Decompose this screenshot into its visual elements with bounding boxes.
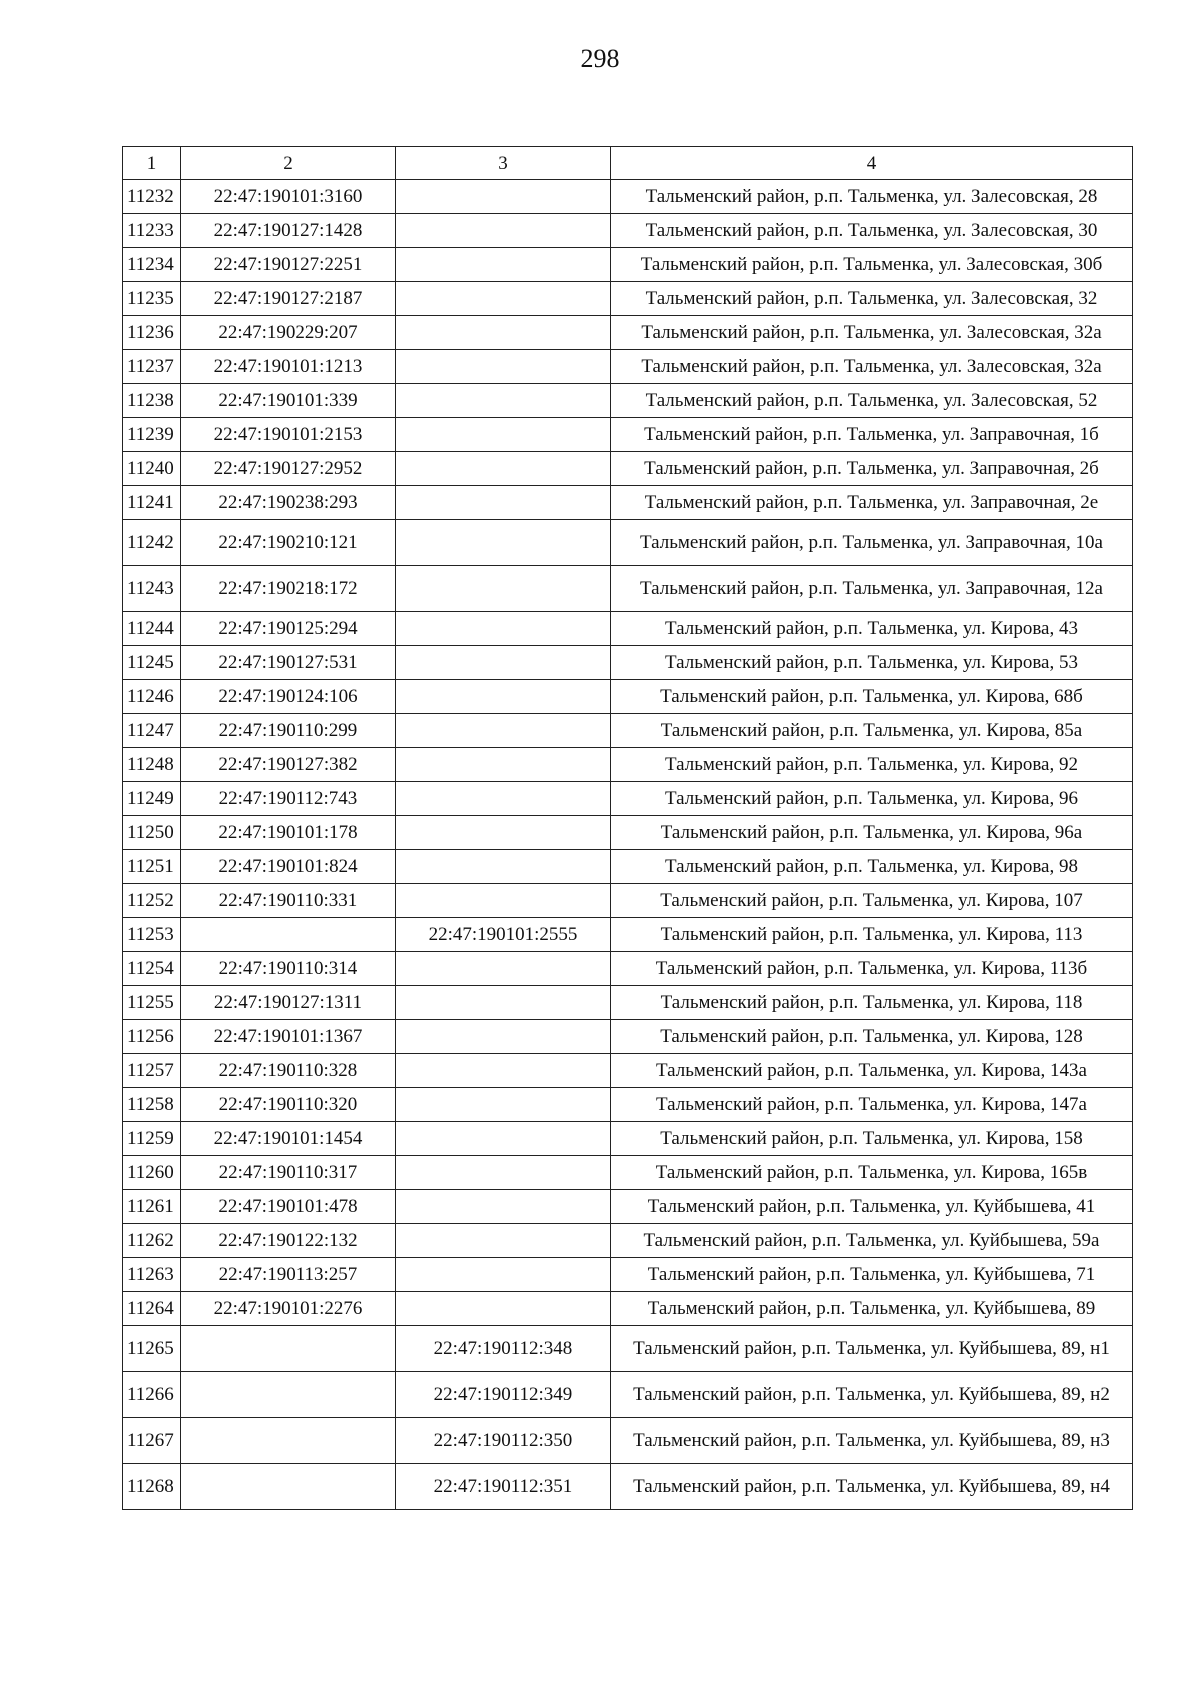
column-header-1: 1 (123, 147, 181, 180)
cadastral-number-col3 (396, 1122, 611, 1156)
row-number: 11236 (123, 316, 181, 350)
cadastral-number-col2: 22:47:190110:317 (181, 1156, 396, 1190)
address-cell: Тальменский район, р.п. Тальменка, ул. Кирова, 165в (611, 1156, 1133, 1190)
table-row (123, 884, 1133, 918)
row-number: 11243 (123, 566, 181, 612)
cadastral-number-col2: 22:47:190101:1367 (181, 1020, 396, 1054)
address-cell: Тальменский район, р.п. Тальменка, ул. Кирова, 53 (611, 646, 1133, 680)
column-header-4: 4 (611, 147, 1133, 180)
cadastral-number-col3: 22:47:190112:349 (396, 1372, 611, 1418)
cadastral-number-col2: 22:47:190101:339 (181, 384, 396, 418)
table-row (123, 612, 1133, 646)
table-row (123, 214, 1133, 248)
row-number: 11249 (123, 782, 181, 816)
cadastral-number-col2: 22:47:190101:2153 (181, 418, 396, 452)
address-cell: Тальменский район, р.п. Тальменка, ул. Залесовская, 52 (611, 384, 1133, 418)
row-number: 11255 (123, 986, 181, 1020)
table-row (123, 748, 1133, 782)
row-number: 11268 (123, 1464, 181, 1510)
cadastral-number-col3 (396, 180, 611, 214)
cadastral-number-col3 (396, 418, 611, 452)
row-number: 11247 (123, 714, 181, 748)
cadastral-number-col3 (396, 350, 611, 384)
table-row (123, 520, 1133, 566)
cadastral-number-col2: 22:47:190101:3160 (181, 180, 396, 214)
table-row (123, 1292, 1133, 1326)
cadastral-number-col3 (396, 816, 611, 850)
table-row (123, 714, 1133, 748)
cadastral-number-col3 (396, 986, 611, 1020)
address-cell: Тальменский район, р.п. Тальменка, ул. Кирова, 96 (611, 782, 1133, 816)
address-cell: Тальменский район, р.п. Тальменка, ул. Кирова, 113б (611, 952, 1133, 986)
table-row (123, 986, 1133, 1020)
table-row (123, 1088, 1133, 1122)
cadastral-number-col2: 22:47:190101:1454 (181, 1122, 396, 1156)
cadastral-number-col3 (396, 452, 611, 486)
cadastral-number-col2: 22:47:190101:478 (181, 1190, 396, 1224)
cadastral-number-col2: 22:47:190127:382 (181, 748, 396, 782)
cadastral-number-col3 (396, 1156, 611, 1190)
row-number: 11240 (123, 452, 181, 486)
row-number: 11233 (123, 214, 181, 248)
cadastral-number-col3 (396, 520, 611, 566)
cadastral-number-col3 (396, 782, 611, 816)
address-cell: Тальменский район, р.п. Тальменка, ул. Кирова, 107 (611, 884, 1133, 918)
cadastral-number-col3 (396, 248, 611, 282)
table-row (123, 952, 1133, 986)
table-body (123, 180, 1133, 1510)
table-row (123, 1372, 1133, 1418)
row-number: 11246 (123, 680, 181, 714)
table-row (123, 486, 1133, 520)
address-cell: Тальменский район, р.п. Тальменка, ул. Заправочная, 2е (611, 486, 1133, 520)
table-row (123, 418, 1133, 452)
cadastral-number-col2: 22:47:190101:1213 (181, 350, 396, 384)
table-row (123, 1326, 1133, 1372)
address-cell: Тальменский район, р.п. Тальменка, ул. Куйбышева, 89, н2 (611, 1372, 1133, 1418)
row-number: 11262 (123, 1224, 181, 1258)
cadastral-number-col3 (396, 748, 611, 782)
cadastral-number-col3 (396, 680, 611, 714)
row-number: 11245 (123, 646, 181, 680)
cadastral-number-col3: 22:47:190112:351 (396, 1464, 611, 1510)
cadastral-number-col2: 22:47:190124:106 (181, 680, 396, 714)
address-cell: Тальменский район, р.п. Тальменка, ул. Кирова, 43 (611, 612, 1133, 646)
cadastral-number-col3 (396, 714, 611, 748)
address-cell: Тальменский район, р.п. Тальменка, ул. Залесовская, 28 (611, 180, 1133, 214)
cadastral-number-col2 (181, 1326, 396, 1372)
cadastral-number-col2: 22:47:190112:743 (181, 782, 396, 816)
page-number: 298 (580, 44, 620, 73)
cadastral-number-col2: 22:47:190101:2276 (181, 1292, 396, 1326)
table-header-row (123, 147, 1133, 180)
address-cell: Тальменский район, р.п. Тальменка, ул. Кирова, 96а (611, 816, 1133, 850)
cadastral-number-col2: 22:47:190110:328 (181, 1054, 396, 1088)
address-cell: Тальменский район, р.п. Тальменка, ул. Заправочная, 12а (611, 566, 1133, 612)
cadastral-number-col3 (396, 1054, 611, 1088)
table-row (123, 248, 1133, 282)
table-row (123, 1156, 1133, 1190)
row-number: 11259 (123, 1122, 181, 1156)
registry-table (122, 146, 1133, 1510)
cadastral-number-col3 (396, 1292, 611, 1326)
row-number: 11235 (123, 282, 181, 316)
row-number: 11241 (123, 486, 181, 520)
address-cell: Тальменский район, р.п. Тальменка, ул. Заправочная, 10а (611, 520, 1133, 566)
cadastral-number-col3 (396, 1190, 611, 1224)
address-cell: Тальменский район, р.п. Тальменка, ул. Кирова, 147а (611, 1088, 1133, 1122)
row-number: 11257 (123, 1054, 181, 1088)
cadastral-number-col3 (396, 566, 611, 612)
address-cell: Тальменский район, р.п. Тальменка, ул. Куйбышева, 89 (611, 1292, 1133, 1326)
address-cell: Тальменский район, р.п. Тальменка, ул. Кирова, 128 (611, 1020, 1133, 1054)
address-cell: Тальменский район, р.п. Тальменка, ул. Залесовская, 30 (611, 214, 1133, 248)
row-number: 11234 (123, 248, 181, 282)
table-row (123, 680, 1133, 714)
cadastral-number-col3 (396, 646, 611, 680)
cadastral-number-col3 (396, 850, 611, 884)
address-cell: Тальменский район, р.п. Тальменка, ул. Залесовская, 32а (611, 350, 1133, 384)
cadastral-number-col2: 22:47:190210:121 (181, 520, 396, 566)
cadastral-number-col2: 22:47:190238:293 (181, 486, 396, 520)
address-cell: Тальменский район, р.п. Тальменка, ул. Залесовская, 30б (611, 248, 1133, 282)
row-number: 11252 (123, 884, 181, 918)
cadastral-number-col2: 22:47:190101:824 (181, 850, 396, 884)
address-cell: Тальменский район, р.п. Тальменка, ул. Кирова, 158 (611, 1122, 1133, 1156)
table-row (123, 646, 1133, 680)
cadastral-number-col3 (396, 282, 611, 316)
table-row (123, 316, 1133, 350)
cadastral-number-col3 (396, 612, 611, 646)
row-number: 11260 (123, 1156, 181, 1190)
address-cell: Тальменский район, р.п. Тальменка, ул. Куйбышева, 89, н3 (611, 1418, 1133, 1464)
cadastral-number-col2: 22:47:190101:178 (181, 816, 396, 850)
table-row (123, 850, 1133, 884)
cadastral-number-col2: 22:47:190127:2952 (181, 452, 396, 486)
address-cell: Тальменский район, р.п. Тальменка, ул. Куйбышева, 41 (611, 1190, 1133, 1224)
cadastral-number-col2: 22:47:190125:294 (181, 612, 396, 646)
cadastral-number-col2: 22:47:190110:320 (181, 1088, 396, 1122)
cadastral-number-col2: 22:47:190110:314 (181, 952, 396, 986)
address-cell: Тальменский район, р.п. Тальменка, ул. Куйбышева, 89, н1 (611, 1326, 1133, 1372)
table-row (123, 566, 1133, 612)
cadastral-number-col2: 22:47:190127:1311 (181, 986, 396, 1020)
table-row (123, 1190, 1133, 1224)
row-number: 11265 (123, 1326, 181, 1372)
cadastral-number-col2: 22:47:190127:2187 (181, 282, 396, 316)
address-cell: Тальменский район, р.п. Тальменка, ул. Кирова, 92 (611, 748, 1133, 782)
row-number: 11242 (123, 520, 181, 566)
cadastral-number-col2: 22:47:190122:132 (181, 1224, 396, 1258)
table-row (123, 452, 1133, 486)
cadastral-number-col3 (396, 214, 611, 248)
table-row (123, 918, 1133, 952)
cadastral-number-col2 (181, 918, 396, 952)
cadastral-number-col3 (396, 1020, 611, 1054)
row-number: 11258 (123, 1088, 181, 1122)
row-number: 11232 (123, 180, 181, 214)
row-number: 11237 (123, 350, 181, 384)
cadastral-number-col2: 22:47:190110:331 (181, 884, 396, 918)
cadastral-number-col3 (396, 384, 611, 418)
cadastral-number-col2 (181, 1418, 396, 1464)
address-cell: Тальменский район, р.п. Тальменка, ул. Залесовская, 32 (611, 282, 1133, 316)
cadastral-number-col3 (396, 884, 611, 918)
address-cell: Тальменский район, р.п. Тальменка, ул. Кирова, 68б (611, 680, 1133, 714)
cadastral-number-col3: 22:47:190112:350 (396, 1418, 611, 1464)
table-row (123, 1122, 1133, 1156)
table-row (123, 816, 1133, 850)
row-number: 11238 (123, 384, 181, 418)
row-number: 11261 (123, 1190, 181, 1224)
row-number: 11253 (123, 918, 181, 952)
cadastral-number-col2: 22:47:190229:207 (181, 316, 396, 350)
row-number: 11239 (123, 418, 181, 452)
row-number: 11267 (123, 1418, 181, 1464)
column-header-3: 3 (396, 147, 611, 180)
address-cell: Тальменский район, р.п. Тальменка, ул. Кирова, 85а (611, 714, 1133, 748)
table-row (123, 180, 1133, 214)
row-number: 11264 (123, 1292, 181, 1326)
cadastral-number-col3 (396, 1224, 611, 1258)
address-cell: Тальменский район, р.п. Тальменка, ул. Залесовская, 32а (611, 316, 1133, 350)
cadastral-number-col2: 22:47:190110:299 (181, 714, 396, 748)
table-row (123, 1054, 1133, 1088)
cadastral-number-col2: 22:47:190113:257 (181, 1258, 396, 1292)
address-cell: Тальменский район, р.п. Тальменка, ул. Заправочная, 1б (611, 418, 1133, 452)
row-number: 11251 (123, 850, 181, 884)
address-cell: Тальменский район, р.п. Тальменка, ул. Кирова, 98 (611, 850, 1133, 884)
cadastral-number-col2 (181, 1464, 396, 1510)
table-row (123, 384, 1133, 418)
row-number: 11256 (123, 1020, 181, 1054)
cadastral-number-col3 (396, 952, 611, 986)
row-number: 11250 (123, 816, 181, 850)
address-cell: Тальменский район, р.п. Тальменка, ул. Кирова, 143а (611, 1054, 1133, 1088)
table-row (123, 1464, 1133, 1510)
cadastral-number-col2: 22:47:190127:2251 (181, 248, 396, 282)
cadastral-number-col3: 22:47:190112:348 (396, 1326, 611, 1372)
cadastral-number-col3 (396, 1258, 611, 1292)
table-row (123, 1258, 1133, 1292)
cadastral-number-col3: 22:47:190101:2555 (396, 918, 611, 952)
cadastral-number-col2: 22:47:190127:1428 (181, 214, 396, 248)
cadastral-number-col3 (396, 486, 611, 520)
column-header-2: 2 (181, 147, 396, 180)
address-cell: Тальменский район, р.п. Тальменка, ул. Куйбышева, 71 (611, 1258, 1133, 1292)
cadastral-number-col2: 22:47:190218:172 (181, 566, 396, 612)
row-number: 11266 (123, 1372, 181, 1418)
cadastral-number-col3 (396, 316, 611, 350)
address-cell: Тальменский район, р.п. Тальменка, ул. Заправочная, 2б (611, 452, 1133, 486)
address-cell: Тальменский район, р.п. Тальменка, ул. Куйбышева, 89, н4 (611, 1464, 1133, 1510)
table-row (123, 782, 1133, 816)
table-row (123, 350, 1133, 384)
row-number: 11248 (123, 748, 181, 782)
row-number: 11263 (123, 1258, 181, 1292)
address-cell: Тальменский район, р.п. Тальменка, ул. Куйбышева, 59а (611, 1224, 1133, 1258)
table-row (123, 282, 1133, 316)
address-cell: Тальменский район, р.п. Тальменка, ул. Кирова, 118 (611, 986, 1133, 1020)
row-number: 11244 (123, 612, 181, 646)
row-number: 11254 (123, 952, 181, 986)
address-cell: Тальменский район, р.п. Тальменка, ул. Кирова, 113 (611, 918, 1133, 952)
cadastral-number-col2: 22:47:190127:531 (181, 646, 396, 680)
cadastral-number-col3 (396, 1088, 611, 1122)
table-row (123, 1020, 1133, 1054)
cadastral-number-col2 (181, 1372, 396, 1418)
table-row (123, 1418, 1133, 1464)
table-row (123, 1224, 1133, 1258)
